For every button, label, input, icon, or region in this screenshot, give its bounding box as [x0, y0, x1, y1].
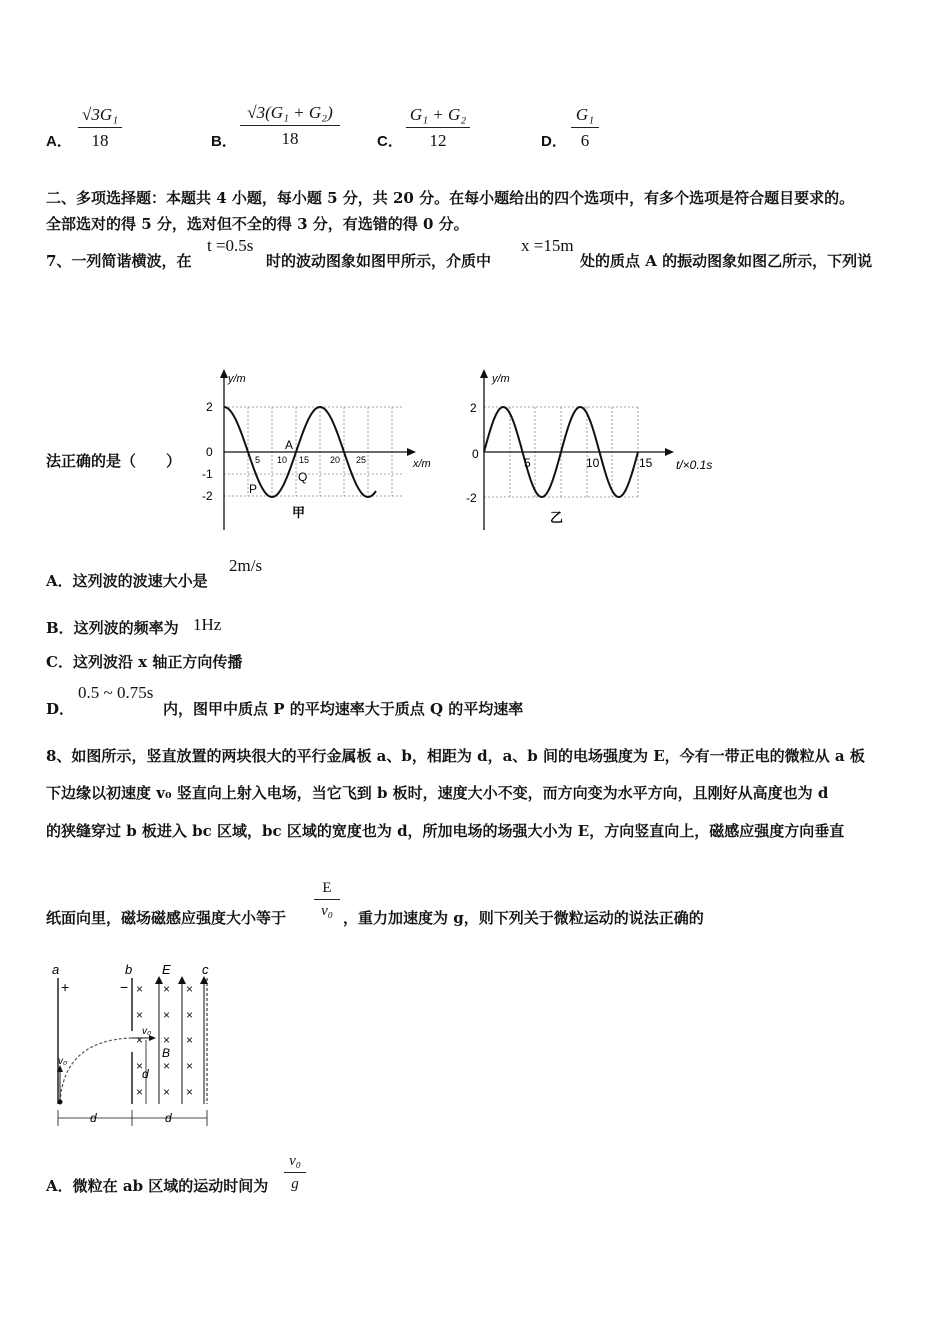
q6-option-d-label: D． — [541, 133, 567, 150]
section2-heading-line1: 二、多项选择题：本题共 4 小题，每小题 5 分，共 20 分。在每小题给出的四个选项中，有多个选项是符合题目要求的。 — [46, 189, 855, 207]
jia-y-tick-0: 0 — [206, 445, 213, 459]
q6-option-c-numerator: G₁ + G₂ — [406, 105, 470, 128]
q7-option-d-expr: 0.5 ~ 0.75s — [78, 683, 154, 702]
q8-stem-line4-post: ，重力加速度为 g，则下列关于微粒运动的说法正确的 — [343, 909, 704, 927]
q6-option-c-label: C． — [377, 133, 403, 150]
q7-stem-suffix: 处的质点 A 的振动图象如图乙所示，下列说 — [580, 252, 873, 270]
q7-option-b-text: B．这列波的频率为 — [46, 619, 179, 637]
q6-option-a-label: A． — [46, 133, 72, 150]
jia-y-tick-2: 2 — [206, 400, 213, 414]
q8-stem-line1: 8、如图所示，竖直放置的两块很大的平行金属板 a、b，相距为 d，a、b 间的电场强度为 E，今有一带正电的微粒从 a 板 — [46, 747, 865, 765]
q7-stem-prefix: 7、一列简谐横波，在 — [46, 252, 192, 270]
q8-option-a-denominator: g — [291, 1176, 299, 1192]
jia-x-arrow-icon — [407, 448, 416, 456]
label-plus: + — [61, 979, 70, 995]
label-b-field: B — [162, 1046, 171, 1060]
q8-option-a-text: A．微粒在 ab 区域的运动时间为 — [46, 1177, 269, 1195]
yi-x-tick-5: 5 — [524, 456, 531, 470]
q7-option-d-text: 内，图甲中质点 P 的平均速率大于质点 Q 的平均速率 — [163, 700, 524, 718]
jia-point-q: Q — [298, 470, 308, 484]
svg-text:×: × — [186, 1033, 194, 1047]
jia-x-tick-5: 5 — [255, 455, 261, 465]
q6-option-c-formula — [406, 105, 470, 151]
svg-text:×: × — [163, 1085, 171, 1099]
q8-stem-line2: 下边缘以初速度 v₀ 竖直向上射入电场，当它飞到 b 板时，速度大小不变，而方向变为水平方向，且刚好从高度也为 d — [46, 784, 829, 802]
q6-option-d-numerator: G₁ — [571, 105, 599, 128]
svg-text:×: × — [136, 1085, 144, 1099]
q6-option-c-denominator: 12 — [429, 131, 447, 150]
yi-x-arrow-icon — [665, 448, 674, 456]
jia-y-tick-neg2: -2 — [202, 489, 213, 503]
e-arrow-icon — [155, 976, 163, 984]
yi-y-tick-2: 2 — [470, 401, 477, 415]
label-c: c — [202, 962, 209, 977]
particle-trajectory — [60, 1038, 132, 1102]
jia-point-a: A — [285, 438, 294, 452]
label-v0-initial: v₀ — [58, 1056, 68, 1067]
label-b: b — [125, 962, 133, 977]
svg-text:×: × — [186, 1085, 194, 1099]
q6-option-b-formula — [240, 103, 340, 149]
q6-option-b-denominator: 18 — [281, 129, 299, 148]
label-d-slit: d — [142, 1067, 149, 1081]
q7-option-d-label: D． — [46, 700, 75, 718]
q6-option-b-label: B． — [211, 133, 237, 150]
svg-text:×: × — [136, 1059, 144, 1073]
svg-text:×: × — [163, 1033, 171, 1047]
svg-text:×: × — [136, 982, 144, 996]
label-d-ab: d — [90, 1111, 97, 1125]
jia-y-label: y/m — [228, 373, 246, 385]
label-v0-horizontal: v₀ — [142, 1026, 152, 1037]
particle-dot — [58, 1100, 63, 1105]
svg-text:×: × — [163, 1059, 171, 1073]
jia-caption: 甲 — [292, 505, 306, 520]
q7-option-b-expr: 1Hz — [193, 615, 222, 634]
yi-y-tick-0: 0 — [472, 447, 479, 461]
q8-field-ratio — [314, 880, 340, 920]
label-d-bc: d — [165, 1111, 172, 1125]
svg-text:×: × — [186, 1059, 194, 1073]
jia-x-tick-20: 20 — [330, 455, 341, 465]
jia-y-tick-neg1: -1 — [202, 467, 213, 481]
q7-vibration-graph-yi — [462, 365, 742, 535]
yi-y-label: y/m — [492, 373, 510, 385]
q6-option-a-denominator: 18 — [91, 131, 109, 150]
b-field-crosses — [136, 982, 193, 1099]
svg-text:×: × — [186, 982, 194, 996]
yi-y-tick-neg2: -2 — [466, 491, 477, 505]
yi-x-tick-15: 15 — [639, 456, 653, 470]
section2-heading-line2: 全部选对的得 5 分，选对但不全的得 3 分，有选错的得 0 分。 — [46, 215, 469, 233]
svg-text:×: × — [163, 1008, 171, 1022]
q8-option-a-formula — [284, 1153, 306, 1193]
q8-field-ratio-denominator: v₀ — [321, 903, 333, 919]
yi-caption: 乙 — [550, 510, 564, 525]
jia-y-arrow-icon — [220, 369, 228, 378]
q7-stem-continuation: 法正确的是（ ） — [46, 452, 182, 470]
q7-option-a-text: A．这列波的波速大小是 — [46, 572, 208, 590]
q6-option-d-denominator: 6 — [580, 131, 590, 150]
jia-point-p: P — [249, 482, 258, 496]
q8-stem-line3: 的狭缝穿过 b 板进入 bc 区域，bc 区域的宽度也为 d，所加电场的场强大小为 E，方向竖直向上，磁感应强度方向垂直 — [46, 822, 845, 840]
q8-stem-line4-pre: 纸面向里，磁场磁感应强度大小等于 — [46, 909, 287, 927]
q7-option-c-text: C．这列波沿 x 轴正方向传播 — [46, 653, 243, 671]
yi-y-arrow-icon — [480, 369, 488, 378]
q7-stem-mid: 时的波动图象如图甲所示，介质中 — [266, 252, 492, 270]
q6-option-a-numerator: √3G₁ — [78, 105, 122, 128]
q7-position-expression: x =15m — [521, 236, 574, 255]
q8-field-ratio-numerator: E — [314, 880, 340, 900]
q6-option-a-formula — [78, 105, 122, 151]
jia-x-label: x/m — [413, 458, 431, 470]
q8-option-a-numerator: v₀ — [284, 1153, 306, 1173]
q7-option-a-expr: 2m/s — [229, 556, 263, 575]
svg-text:×: × — [136, 1033, 144, 1047]
q8-field-diagram — [44, 960, 224, 1132]
yi-x-label: t/×0.1s — [676, 458, 713, 472]
jia-x-tick-10: 10 — [277, 455, 288, 465]
yi-x-tick-10: 10 — [586, 456, 600, 470]
jia-x-tick-15: 15 — [299, 455, 310, 465]
label-a: a — [52, 962, 60, 977]
label-minus: − — [120, 979, 129, 995]
q6-option-d-formula — [571, 105, 599, 151]
jia-x-tick-25: 25 — [356, 455, 367, 465]
label-e: E — [162, 962, 171, 977]
e-arrow-icon — [178, 976, 186, 984]
q6-option-b-numerator: √3(G₁ + G₂) — [240, 103, 340, 126]
svg-text:×: × — [186, 1008, 194, 1022]
svg-text:×: × — [136, 1008, 144, 1022]
q7-time-expression: t =0.5s — [207, 236, 254, 255]
q7-wave-graph-jia — [200, 365, 450, 535]
svg-text:×: × — [163, 982, 171, 996]
